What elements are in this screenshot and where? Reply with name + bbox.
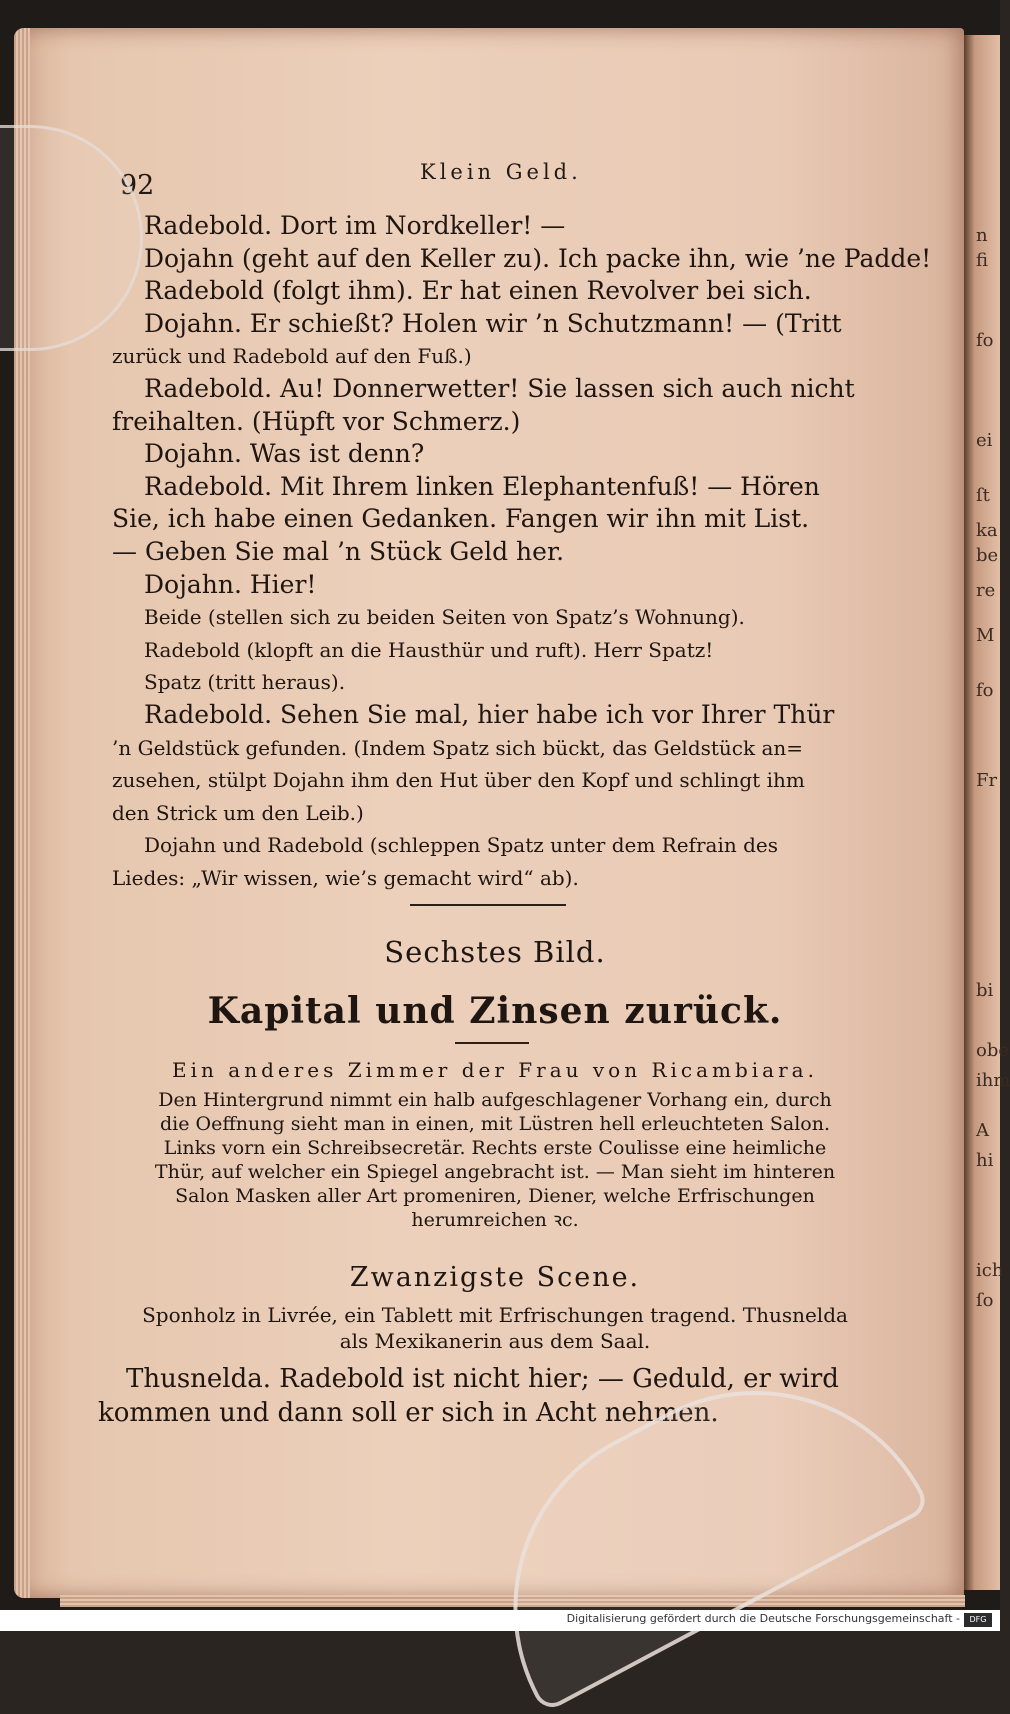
setting-line: herumreichen ꝛc. bbox=[411, 1209, 579, 1231]
facing-page-fragment: be bbox=[976, 545, 999, 566]
subtitle-rule bbox=[455, 1042, 529, 1044]
facing-page-fragment: ich bbox=[976, 1260, 1004, 1281]
setting-line: die Oeffnung sieht man in einen, mit Lüstren hell erleuchteten Salon. bbox=[159, 1113, 831, 1135]
text-line: Dojahn (geht auf den Keller zu). Ich packe ihn, wie ’ne Padde! bbox=[144, 243, 932, 273]
facing-page-fragment: bi bbox=[976, 980, 994, 1001]
persons-line: als Mexikanerin aus dem Saal. bbox=[339, 1329, 651, 1353]
dialogue-top bbox=[112, 210, 932, 894]
text-line: zurück und Radebold auf den Fuß.) bbox=[112, 344, 472, 369]
dfg-logo: DFG bbox=[964, 1613, 992, 1627]
text-line: Radebold (folgt ihm). Er hat einen Revolver bei sich. bbox=[144, 276, 812, 306]
facing-page-fragment: A bbox=[976, 1120, 989, 1141]
setting-description bbox=[100, 1088, 890, 1232]
text-line: Radebold. Au! Donnerwetter! Sie lassen sich auch nicht bbox=[144, 373, 855, 403]
text-line: Thusnelda. Radebold ist nicht hier; — Geduld, er wird bbox=[126, 1364, 839, 1394]
text-line: Spatz (tritt heraus). bbox=[144, 670, 346, 695]
facing-page-fragment: ka bbox=[976, 520, 998, 541]
facing-page-fragment: fo bbox=[976, 330, 994, 351]
facing-page-fragment: re bbox=[976, 580, 996, 601]
facing-page-fragment: ſo bbox=[976, 1290, 994, 1311]
text-line: Liedes: „Wir wissen, wie’s gemacht wird“ ab). bbox=[112, 865, 579, 890]
facing-page-fragment: fo bbox=[976, 680, 994, 701]
text-line: ’n Geldstück gefunden. (Indem Spatz sich bückt, das Geldstück an= bbox=[112, 735, 804, 760]
text-line: zusehen, stülpt Dojahn ihm den Hut über den Kopf und schlingt ihm bbox=[112, 768, 805, 793]
text-line: Radebold (klopft an die Hausthür und ruft). Herr Spatz! bbox=[144, 637, 714, 662]
facing-page-fragment: ei bbox=[976, 430, 993, 451]
text-line: Radebold. Mit Ihrem linken Elephantenfuß! — Hören bbox=[144, 471, 820, 501]
setting-line: Salon Masken aller Art promeniren, Diener, welche Erfrischungen bbox=[175, 1185, 815, 1207]
persons-line: Sponholz in Livrée, ein Tablett mit Erfrischungen tragend. Thusnelda bbox=[142, 1303, 848, 1327]
text-line: Dojahn. Er schießt? Holen wir ’n Schutzmann! — (Tritt bbox=[144, 308, 842, 338]
facing-page-fragment: n bbox=[976, 225, 988, 246]
setting-line: Den Hintergrund nimmt ein halb aufgeschlagener Vorhang ein, durch bbox=[158, 1089, 832, 1111]
section-title: Sechstes Bild. bbox=[384, 935, 606, 969]
text-line: freihalten. (Hüpft vor Schmerz.) bbox=[112, 406, 521, 436]
setting-title: Ein anderes Zimmer der Frau von Ricambiara. bbox=[172, 1058, 818, 1082]
page-header bbox=[120, 160, 890, 200]
facing-page-fragment: M bbox=[976, 625, 995, 646]
text-line: den Strick um den Leib.) bbox=[112, 800, 364, 825]
running-title: Klein Geld. bbox=[420, 160, 582, 184]
footer-bar bbox=[0, 1610, 1000, 1631]
text-line: Dojahn und Radebold (schleppen Spatz unter dem Refrain des bbox=[144, 833, 778, 858]
footer-credit: Digitalisierung gefördert durch die Deutsche Forschungsgemeinschaft - bbox=[566, 1612, 960, 1625]
section-subtitle: Kapital und Zinsen zurück. bbox=[207, 990, 783, 1032]
text-line: Dojahn. Was ist denn? bbox=[144, 439, 425, 469]
scene-persons bbox=[100, 1302, 890, 1354]
facing-page-fragment: ſt bbox=[976, 485, 990, 506]
section-divider bbox=[410, 904, 566, 906]
setting-line: Thür, auf welcher ein Spiegel angebracht ist. — Man sieht im hinteren bbox=[154, 1161, 836, 1183]
text-line: Radebold. Sehen Sie mal, hier habe ich vor Ihrer Thür bbox=[144, 699, 835, 729]
page-number: 92 bbox=[120, 170, 155, 201]
text-line: Sie, ich habe einen Gedanken. Fangen wir ihn mit List. bbox=[112, 504, 810, 534]
text-line: Beide (stellen sich zu beiden Seiten von Spatz’s Wohnung). bbox=[144, 605, 745, 630]
text-line: — Geben Sie mal ’n Stück Geld her. bbox=[112, 536, 565, 566]
text-line: Dojahn. Hier! bbox=[144, 569, 317, 599]
setting-line: Links vorn ein Schreibsecretär. Rechts erste Coulisse eine heimliche bbox=[163, 1137, 827, 1159]
facing-page-fragment: hi bbox=[976, 1150, 994, 1171]
scene-title: Zwanzigste Scene. bbox=[349, 1262, 641, 1293]
facing-page-fragment: fi bbox=[976, 250, 989, 271]
facing-page-fragment: Fr bbox=[976, 770, 998, 791]
text-line: kommen und dann soll er sich in Acht nehmen. bbox=[98, 1398, 719, 1428]
facing-page-fragment: ihm bbox=[976, 1070, 1010, 1091]
text-line: Radebold. Dort im Nordkeller! — bbox=[144, 211, 566, 240]
facing-page-fragment: obe bbox=[976, 1040, 1010, 1061]
